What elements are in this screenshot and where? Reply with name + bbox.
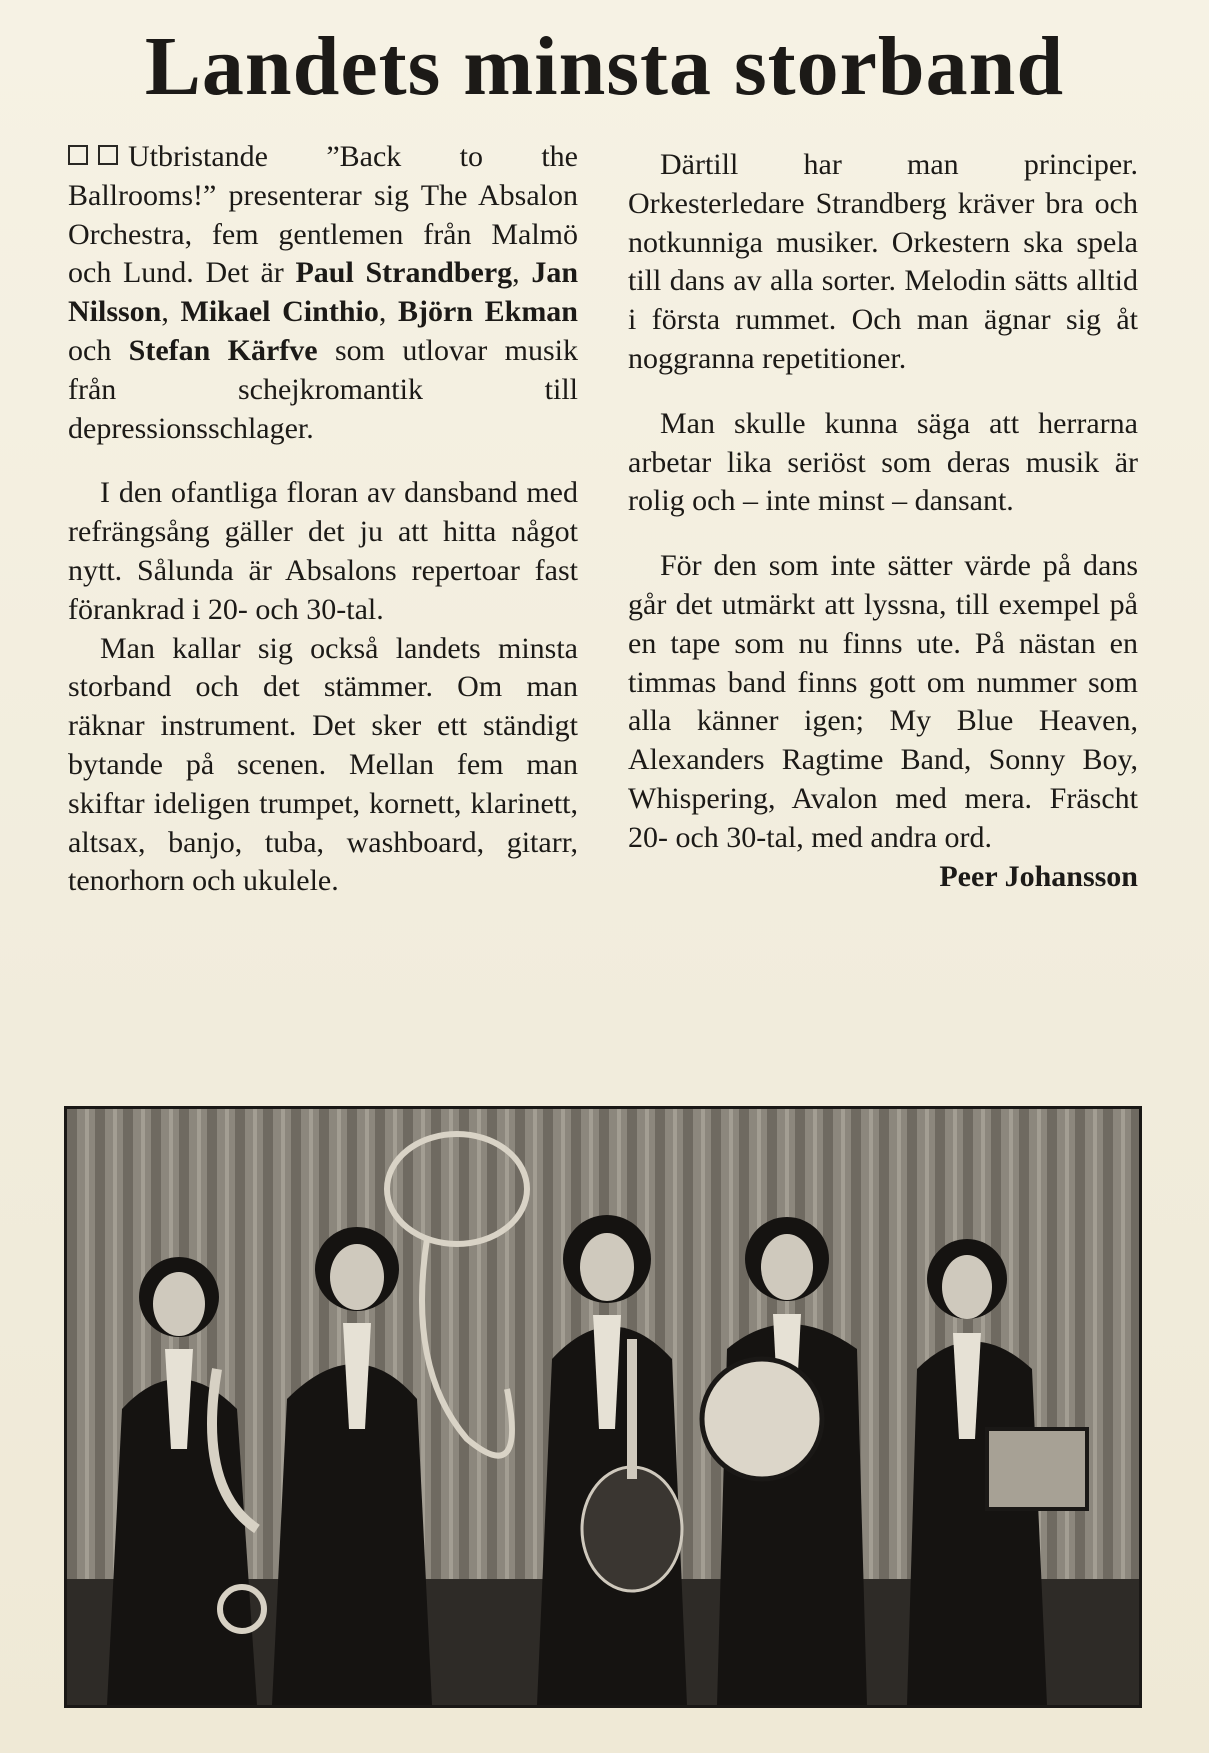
member-name: Björn Ekman <box>397 295 578 329</box>
paragraph-principles: Därtill har man principer. Orkesterledare Strandberg kräver bra och notkunniga musiker. Orkestern ska spela till dans av alla sorter. Melodin sätts alltid i första rummet. Och man ägnar sig åt noggranna repetitioner. <box>628 148 1138 375</box>
box-bullet-icon <box>68 145 88 165</box>
box-bullet-icon <box>98 145 118 165</box>
paragraph-instruments: Man kallar sig också landets minsta storband och det stämmer. Om man räknar instrument. Det sker ett ständigt bytande på scenen. Mellan fem man skiftar ideligen trumpet, kornett, klarinett, altsax, banjo, tuba, washboard, gitarr, tenorhorn och ukulele. <box>68 631 578 898</box>
right-column <box>628 146 1138 896</box>
left-column <box>68 138 578 901</box>
member-name: Paul Strandberg <box>295 256 513 290</box>
separator: och <box>68 333 129 367</box>
intro-tail: som utlovar musik från schejkromantik till depressionsschlager. <box>68 333 578 445</box>
member-name: Jan Nilsson <box>68 256 579 329</box>
member-name: Stefan Kärfve <box>128 333 318 367</box>
paragraph-repertoire: I den ofantliga floran av dansband med refrängsång gäller det ju att hitta något nytt. Sålunda är Absalons repertoar fast förankrad i 20- och 30-tal. <box>68 476 578 626</box>
headline: Landets minsta storband <box>144 20 1065 113</box>
paragraph-serious: Man skulle kunna säga att herrarna arbetar lika seriöst som deras musik är rolig och – inte minst – dansant. <box>628 406 1138 518</box>
member-name: Mikael Cinthio <box>180 295 379 329</box>
byline: Peer Johansson <box>939 859 1138 893</box>
band-photo <box>64 1106 1142 1708</box>
separator: , <box>161 295 181 329</box>
separator: , <box>512 256 532 290</box>
separator: , <box>378 295 398 329</box>
paragraph-intro <box>68 138 578 448</box>
paragraph-tape: För den som inte sätter värde på dans går det utmärkt att lyssna, till exempel på en tape som nu finns ute. På nästan en timmas band finns gott om nummer som alla känner igen; My Blue Heaven, Alexanders Ragtime Band, Sonny Boy, Whispering, Avalon med mera. Fräscht 20- och 30-tal, med andra ord. <box>628 549 1138 854</box>
band-photo-icon <box>67 1109 1139 1705</box>
intro-text: Utbristande ”Back to the Ballrooms!” presenterar sig The Absalon Orchestra, fem gentlemen från Malmö och Lund. Det är <box>68 140 578 290</box>
